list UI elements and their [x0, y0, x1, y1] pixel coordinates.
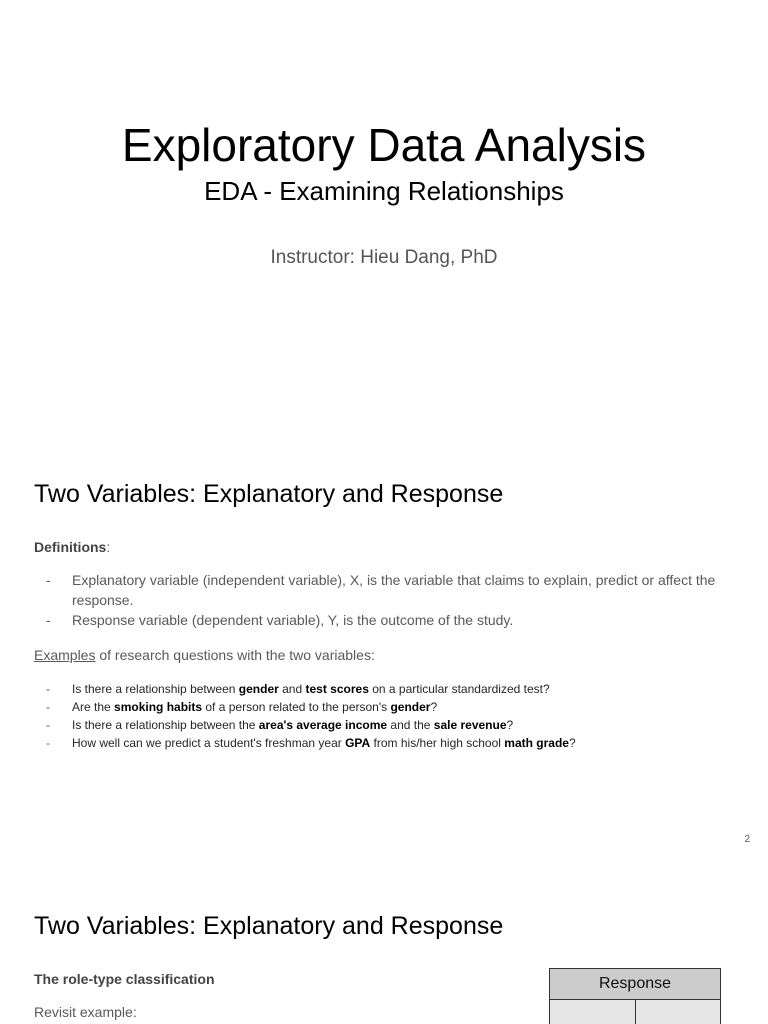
question-text: from his/her high school: [370, 736, 505, 750]
bullet-dash: -: [46, 572, 51, 588]
question-text: Are the: [72, 700, 115, 714]
question-term: gender: [390, 700, 431, 714]
definition-item: [34, 570, 740, 610]
bullet-dash: -: [46, 736, 50, 750]
question-text: ?: [568, 736, 576, 750]
question-item: [34, 680, 740, 698]
question-text: and: [278, 682, 306, 696]
definitions-colon: :: [106, 539, 111, 555]
response-table: [549, 968, 721, 1024]
slide-heading: Two Variables: Explanatory and Response: [34, 912, 504, 940]
definitions-list: [34, 570, 740, 630]
presentation-title: Exploratory Data Analysis: [121, 119, 647, 171]
question-text: and the: [387, 718, 434, 732]
question-text: Is there a relationship between: [72, 682, 239, 696]
question-term: smoking habits: [114, 700, 203, 714]
table-divider: [635, 1000, 636, 1024]
question-item: [34, 716, 740, 734]
question-text: on a particular standardized test?: [368, 682, 550, 696]
definitions-label-bold: Definitions: [34, 539, 107, 555]
page-number: 2: [744, 834, 750, 845]
bullet-dash: -: [46, 682, 50, 696]
definition-item: [34, 610, 740, 630]
bullet-dash: -: [46, 612, 51, 628]
definitions-label: [34, 538, 110, 556]
examples-intro-text: of research questions with the two variables:: [95, 647, 375, 663]
question-term: gender: [238, 682, 279, 696]
response-table-body: [550, 1000, 720, 1024]
examples-intro: [34, 646, 375, 664]
role-type-label: The role-type classification: [34, 971, 215, 987]
question-term: sale revenue: [433, 718, 507, 732]
question-text: of a person related to the person's: [202, 700, 391, 714]
question-text: How well can we predict a student's freshman year: [72, 736, 346, 750]
instructor-name: Instructor: Hieu Dang, PhD: [270, 247, 498, 268]
question-text: ?: [430, 700, 438, 714]
question-item: [34, 734, 740, 752]
definition-text: Explanatory variable (independent variable), X, is the variable that claims to explain, predict or affect the response.: [72, 572, 716, 608]
question-text: ?: [506, 718, 514, 732]
question-item: [34, 698, 740, 716]
classification-slide: [0, 864, 768, 1024]
slide-heading: Two Variables: Explanatory and Response: [34, 480, 504, 508]
question-term: GPA: [345, 736, 371, 750]
examples-link[interactable]: Examples: [34, 647, 96, 663]
bullet-dash: -: [46, 700, 50, 714]
definition-text: Response variable (dependent variable), Y, is the outcome of the study.: [72, 612, 514, 628]
bullet-dash: -: [46, 718, 50, 732]
presentation-subtitle: EDA - Examining Relationships: [204, 176, 564, 206]
questions-list: [34, 680, 740, 752]
title-slide: [0, 0, 768, 432]
question-text: Is there a relationship between the: [72, 718, 259, 732]
question-term: area's average income: [258, 718, 388, 732]
question-term: math grade: [504, 736, 569, 750]
definitions-slide: [0, 432, 768, 864]
response-table-header: Response: [550, 969, 720, 1000]
revisit-example-text: Revisit example:: [34, 1004, 137, 1020]
question-term: test scores: [305, 682, 369, 696]
